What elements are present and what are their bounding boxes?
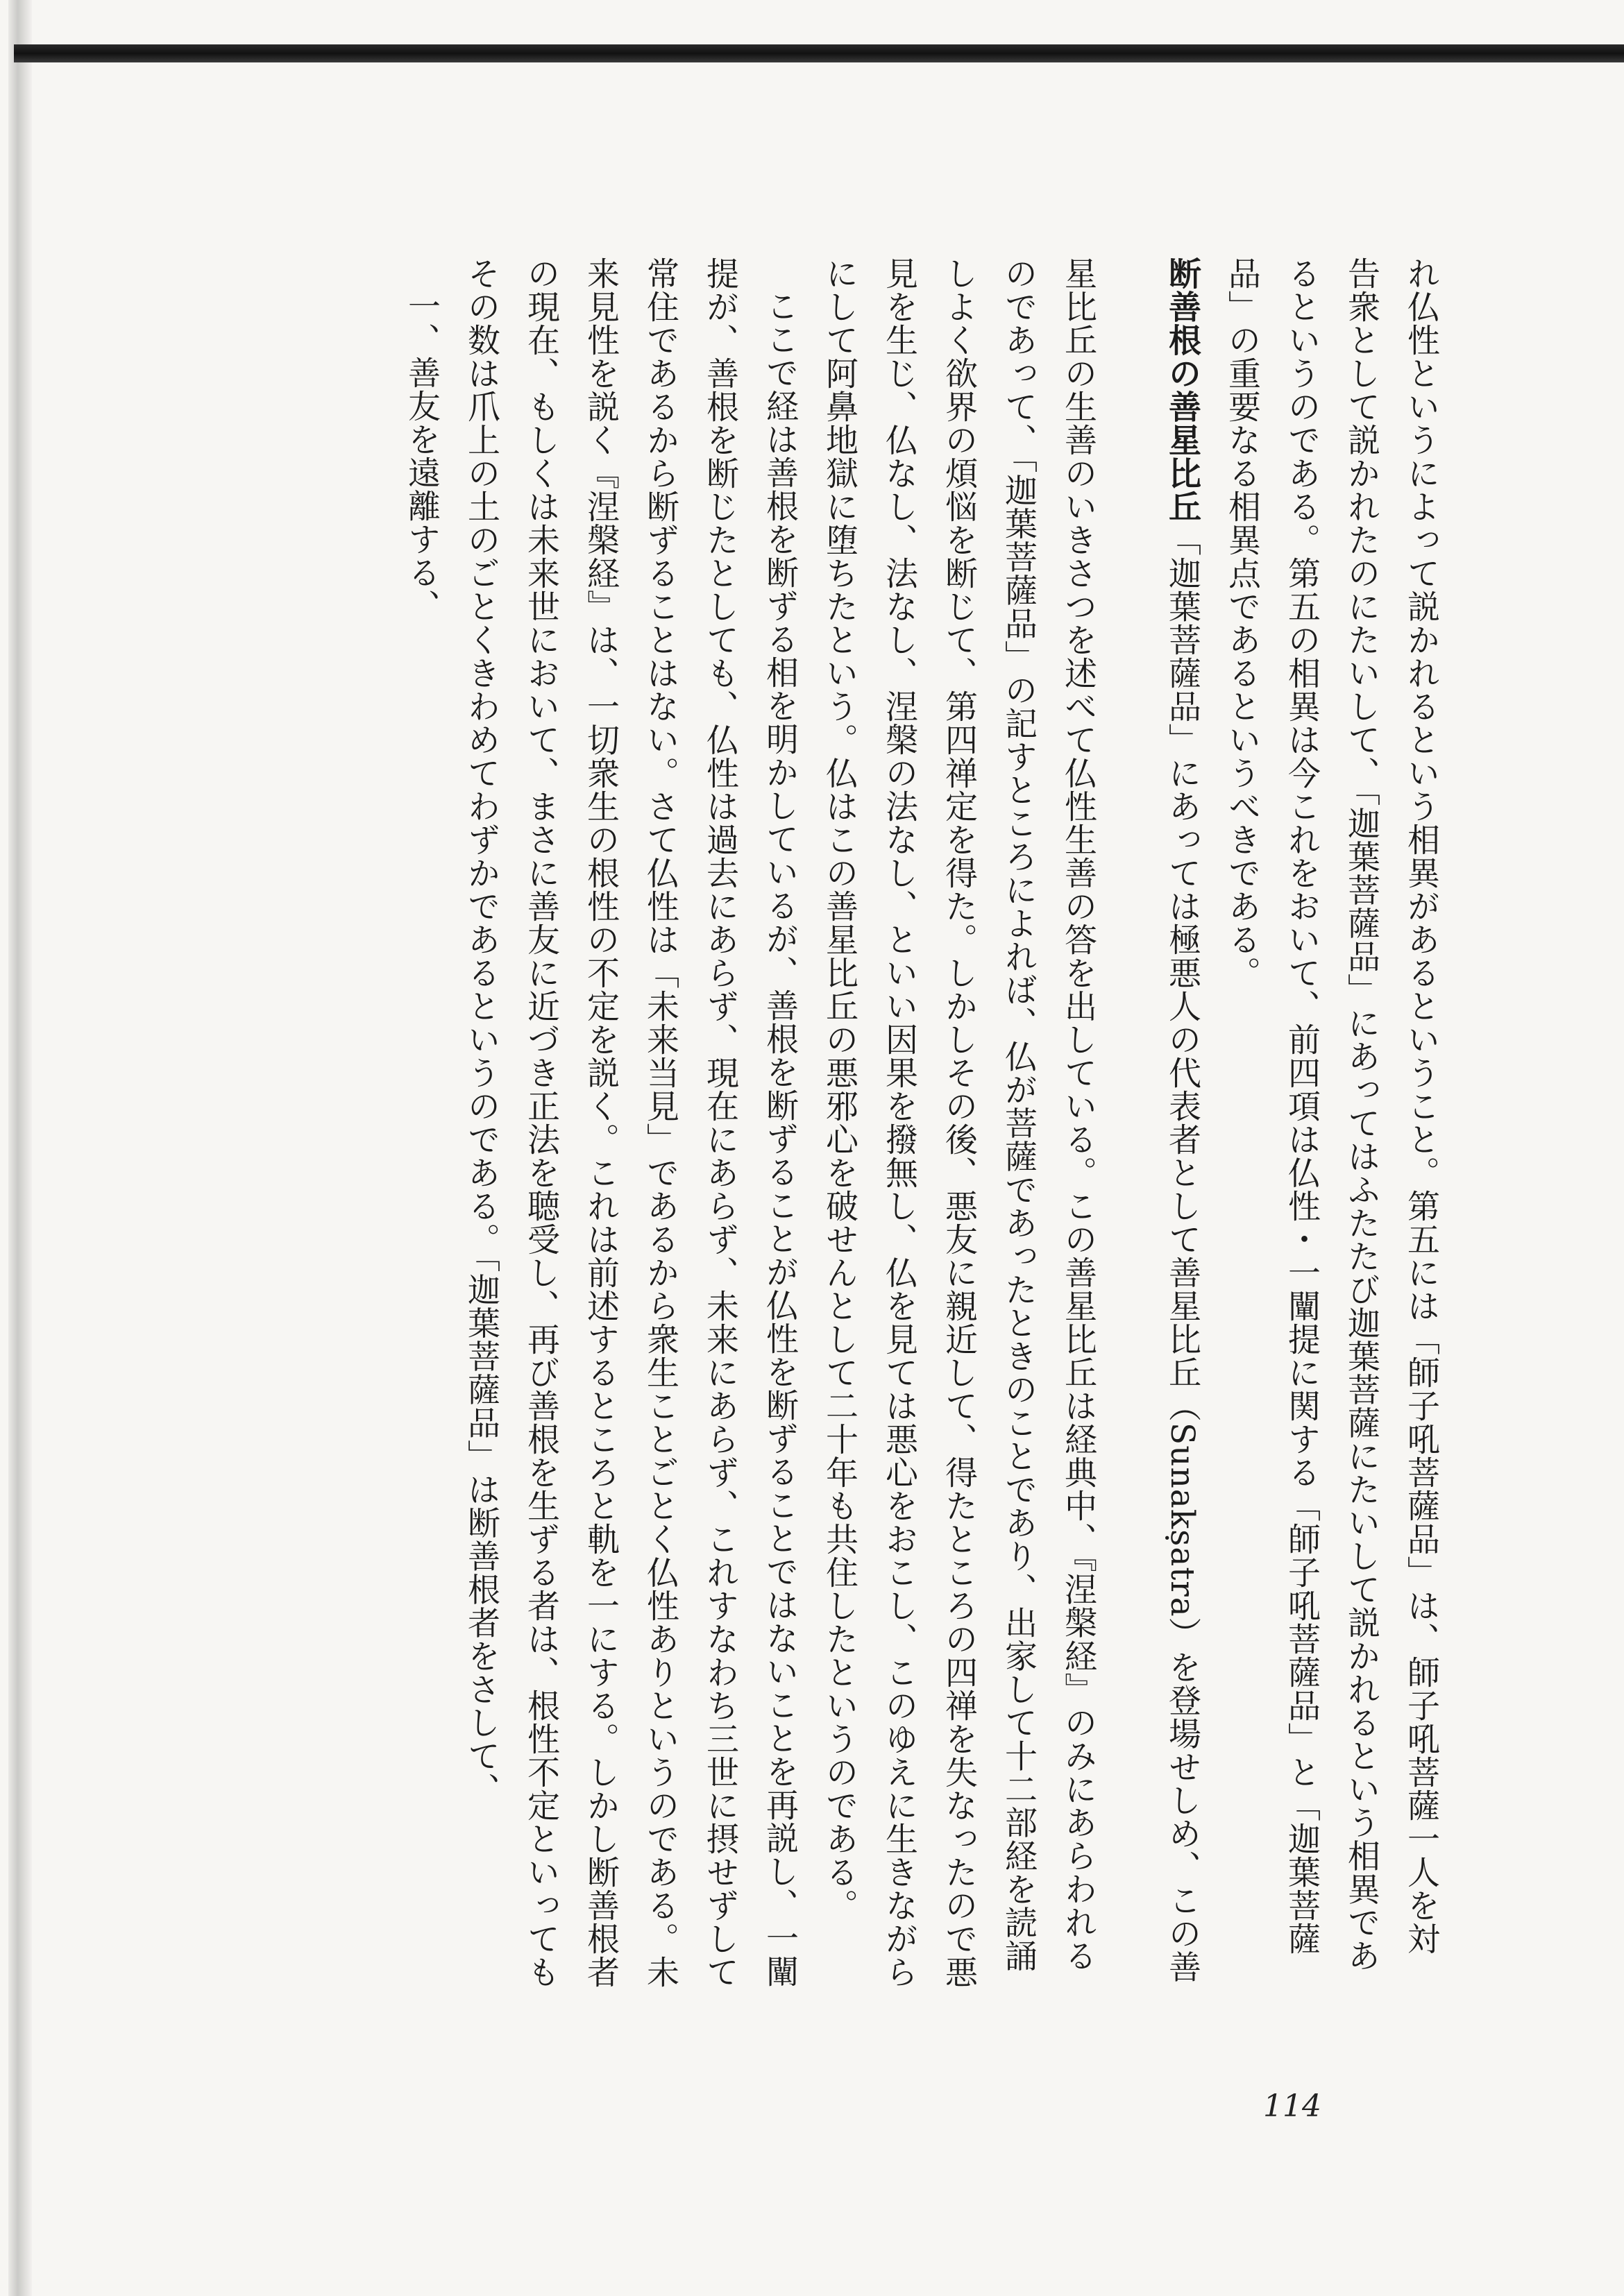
paragraph-2-line-3: のであって、「迦葉菩薩品」の記すところによれば、仏が菩薩であったときのことであり、出家して十二部経を読誦 [999,257,1038,1973]
page-binding-shadow [8,0,32,2296]
paragraph-3-line-6: その数は爪上の土のごとくきわめてわずかであるというのである。「迦葉菩薩品」は断善根者をさして、 [462,257,500,1806]
paragraph-3-line-1: ここで経は善根を断ずる相を明かしているが、善根を断ずることが仏性を断ずることではないことを再説し、一闡 [761,289,799,1988]
paragraph-1-line-3: るというのである。第五の相異は今これをおいて、前四項は仏性・一闡提に関する「師子吼菩薩品」と「迦葉菩薩 [1283,257,1321,1955]
section-first-line [1152,257,1212,2075]
paragraph-2-line-6: にして阿鼻地獄に堕ちたという。仏はこの善星比丘の悪邪心を破せんとして二十年も共住したというのである。 [820,257,858,1922]
paragraph-2-line-5: 見を生じ、仏なし、法なし、涅槃の法なし、といい因果を撥無し、仏を見ては悪心をおこし、このゆえに生きながら [880,257,918,1989]
paragraph-1-line-1: れ仏性というによって説かれるという相異があるということ。第五には「師子吼菩薩品」は、師子吼菩薩一人を対 [1402,257,1440,1955]
paragraph-1-line-2: 告衆として説かれたのにたいして、「迦葉菩薩品」にあってはふたたび迦葉菩薩にたいして説かれるという相異であ [1342,257,1380,1973]
section-heading: 断善根の善星比丘 [1163,257,1201,523]
paragraph-3-line-2: 提が、善根を断じたとしても、仏性は過去にあらず、現在にあらず、未来にあらず、これすなわち三世に摂せずして [701,257,739,1989]
vertical-text-body [229,257,1450,2075]
paragraph-2-line-4: しよく欲界の煩悩を断じて、第四禅定を得た。しかしその後、悪友に親近して、得たところの四禅を失なったので悪 [940,257,978,1989]
top-rule [14,44,1624,62]
paragraph-1-line-4: 品」の重要なる相異点であるというべきである。 [1223,257,1261,989]
paragraph-3-line-3: 常住であるから断ずることはない。さて仏性は「未来当見」であるから衆生ことごとく仏性ありというのである。未 [641,257,679,1989]
paragraph-3-line-4: 来見性を説く『涅槃経』は、一切衆生の根性の不定を説く。これは前述するところと軌を一にする。しかし断善根者 [582,257,620,1989]
paragraph-2-line-2: 星比丘の生善のいきさつを述べて仏性生善の答を出している。この善星比丘は経典中、『涅槃経』のみにあらわれる [1059,257,1097,1973]
paragraph-3-line-5: の現在、もしくは未来世において、まさに善友に近づき正法を聴受し、再び善根を生ずる者は、根性不定といっても [522,257,560,1989]
page-number: 114 [1263,2089,1321,2124]
list-item-1: 一、善友を遠離する、 [403,289,441,622]
section-first-line-text: 「迦葉菩薩品」にあっては極悪人の代表者として善星比丘（Sunakṣatra）を登場せしめ、この善 [1163,523,1201,1984]
